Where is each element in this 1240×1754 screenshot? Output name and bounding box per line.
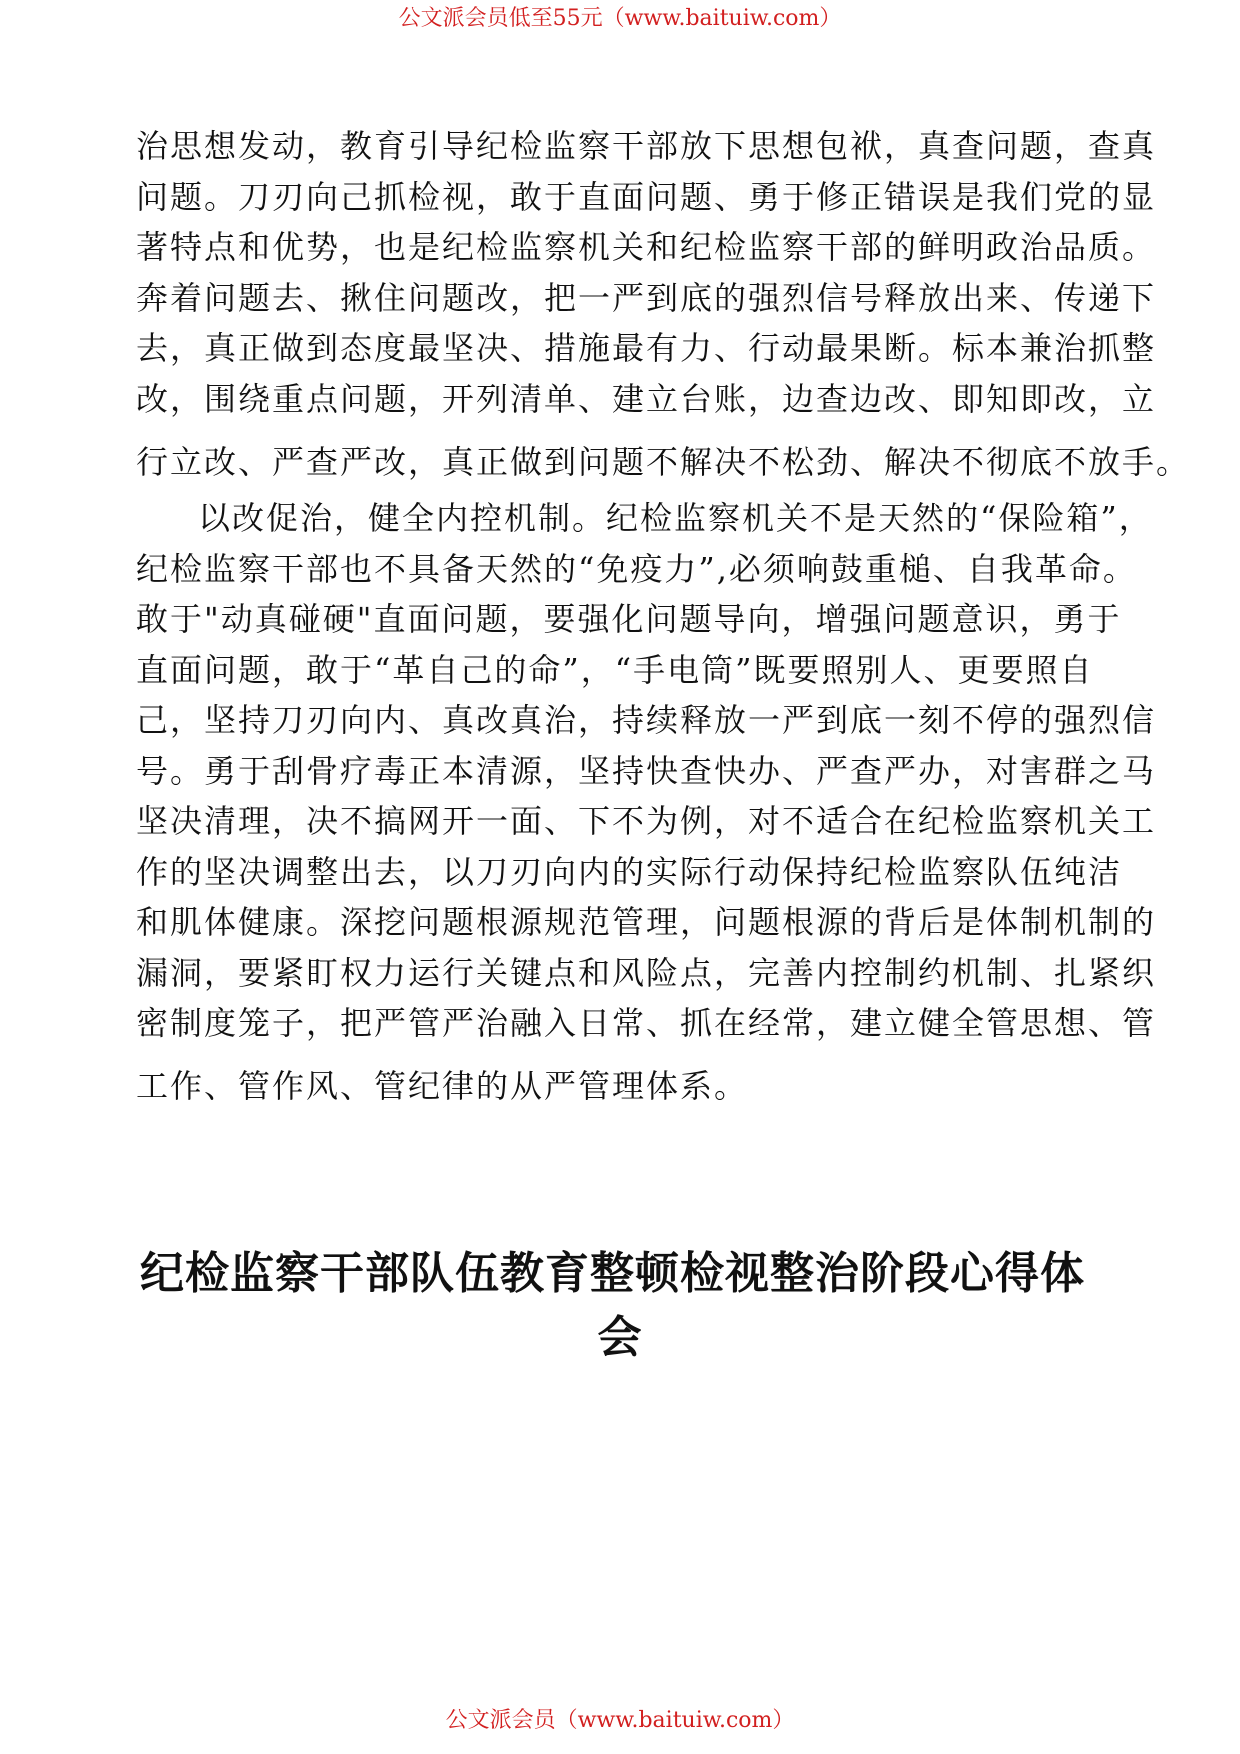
text-line: 工作、管作风、管纪律的从严管理体系。: [136, 1067, 749, 1105]
text-line: 己，坚持刀刃向内、真改真治，持续释放一严到底一刻不停的强烈信: [136, 701, 1157, 739]
text-line: 和肌体健康。深挖问题根源规范管理，问题根源的背后是体制机制的: [136, 903, 1157, 941]
text-line: 去，真正做到态度最坚决、措施最有力、行动最果断。标本兼治抓整: [136, 329, 1157, 367]
text-line-indented: 以改促治，健全内控机制。纪检监察机关不是天然的“保险箱”，: [198, 499, 1153, 537]
text-line: 漏洞，要紧盯权力运行关键点和风险点，完善内控制约机制、扎紧织: [136, 954, 1157, 992]
text-line: 行立改、严查严改，真正做到问题不解决不松劲、解决不彻底不放手。: [136, 443, 1191, 481]
text-line: 号。勇于刮骨疗毒正本清源，坚持快查快办、严查严办，对害群之马: [136, 752, 1157, 790]
text-line: 作的坚决调整出去，以刀刃向内的实际行动保持纪检监察队伍纯洁: [136, 853, 1123, 891]
text-line: 著特点和优势，也是纪检监察机关和纪检监察干部的鲜明政治品质。: [136, 228, 1157, 266]
text-line: 敢于"动真碰硬"直面问题，要强化问题导向，增强问题意识，勇于: [136, 600, 1122, 638]
header-watermark-banner: 公文派会员低至55元（www.baituiw.com）: [398, 6, 842, 31]
text-line: 纪检监察干部也不具备天然的“免疫力”,必须响鼓重槌、自我革命。: [136, 550, 1137, 588]
text-line: 坚决清理，决不搞网开一面、下不为例，对不适合在纪检监察机关工: [136, 802, 1157, 840]
title-line-2: 会: [597, 1312, 643, 1363]
text-line: 密制度笼子，把严管严治融入日常、抓在经常，建立健全管思想、管: [136, 1004, 1157, 1042]
footer-watermark-banner: 公文派会员（www.baituiw.com）: [445, 1708, 795, 1733]
text-line: 问题。刀刃向己抓检视，敢于直面问题、勇于修正错误是我们党的显: [136, 178, 1157, 216]
text-line: 直面问题，敢于“革自己的命”，“手电筒”既要照别人、更要照自: [136, 651, 1094, 689]
text-line: 改，围绕重点问题，开列清单、建立台账，边查边改、即知即改，立: [136, 380, 1157, 418]
text-line: 奔着问题去、揪住问题改，把一严到底的强烈信号释放出来、传递下: [136, 279, 1157, 317]
title-line-1: 纪检监察干部队伍教育整顿检视整治阶段心得体: [140, 1248, 1085, 1299]
text-line: 治思想发动，教育引导纪检监察干部放下思想包袱，真查问题，查真: [136, 127, 1157, 165]
